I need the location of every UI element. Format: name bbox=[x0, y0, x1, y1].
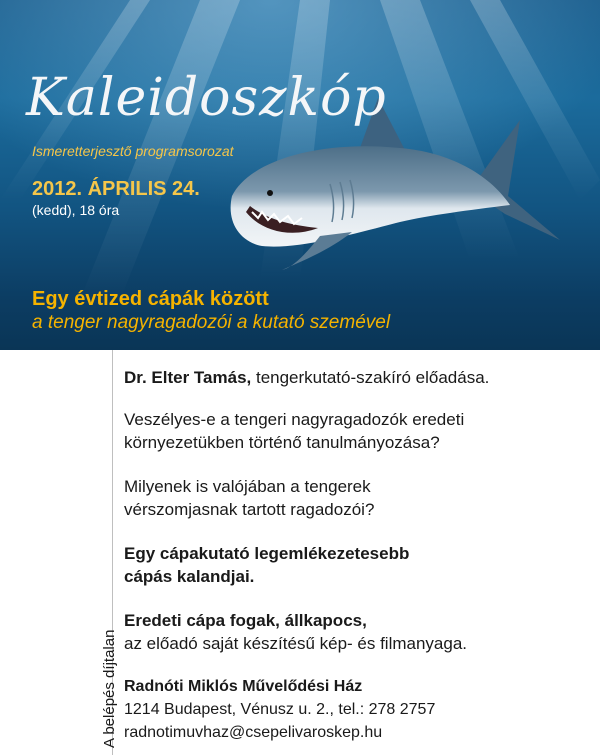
lecturer-line bbox=[124, 366, 594, 389]
lecturer-name: Dr. Elter Tamás, bbox=[124, 368, 252, 387]
question-2-line-1: Milyenek is valójában a tengerek bbox=[124, 477, 371, 496]
free-entry-note: A belépés díjtalan bbox=[101, 629, 118, 748]
venue-address: 1214 Budapest, Vénusz u. 2., tel.: 278 2757 bbox=[124, 701, 436, 718]
description bbox=[124, 366, 594, 744]
question-1-line-2: környezetükben történő tanulmányozása? bbox=[124, 433, 440, 452]
highlight-line-2: cápás kalandjai. bbox=[124, 567, 255, 586]
venue-name: Radnóti Miklós Művelődési Ház bbox=[124, 678, 363, 695]
event-time: (kedd), 18 óra bbox=[32, 202, 120, 218]
extras bbox=[124, 609, 594, 655]
headline: Egy évtized cápák között bbox=[32, 288, 269, 310]
lecturer-desc: tengerkutató-szakíró előadása. bbox=[251, 368, 490, 387]
extras-text: az előadó saját készítésű kép- és filmanyaga. bbox=[124, 634, 468, 653]
venue-email[interactable]: radnotimuvhaz@csepelivaroskep.hu bbox=[124, 724, 383, 741]
question-2 bbox=[124, 475, 594, 521]
highlight bbox=[124, 542, 594, 588]
question-1-line-1: Veszélyes-e a tengeri nagyragadozók eredeti bbox=[124, 410, 465, 429]
hero-banner bbox=[0, 0, 600, 350]
extras-bold: Eredeti cápa fogak, állkapocs, bbox=[124, 611, 367, 630]
headline-subtitle: a tenger nagyragadozói a kutató szemével bbox=[32, 312, 391, 333]
page-title: Kaleidoszkóp bbox=[26, 68, 387, 128]
question-1 bbox=[124, 408, 594, 454]
event-date: 2012. ÁPRILIS 24. bbox=[32, 178, 200, 200]
highlight-line-1: Egy cápakutató legemlékezetesebb bbox=[124, 544, 410, 563]
question-2-line-2: vérszomjasnak tartott ragadozói? bbox=[124, 500, 375, 519]
series-subtitle: Ismeretterjesztő programsorozat bbox=[32, 143, 234, 159]
venue-block bbox=[124, 675, 594, 744]
